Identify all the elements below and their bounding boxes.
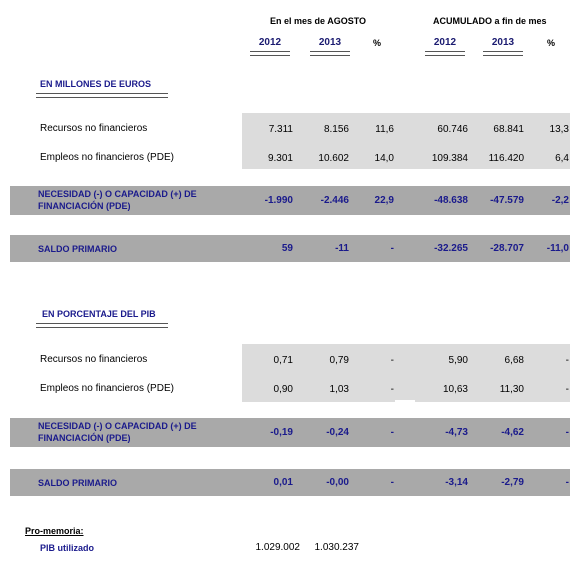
cell-value: 10,63 (442, 384, 468, 395)
section-underline (36, 93, 168, 98)
cell-value: - (565, 384, 569, 395)
section-title-pib: EN PORCENTAJE DEL PIB (42, 309, 156, 319)
band-value: -32.265 (434, 243, 468, 254)
year-underline (310, 51, 350, 56)
year-2013-accum: 2013 (491, 37, 515, 48)
year-2013-month: 2013 (318, 37, 342, 48)
band-value: -48.638 (434, 195, 468, 206)
band-value: -1.990 (264, 195, 293, 206)
band-value: -0,24 (326, 427, 349, 438)
band-value: -2,2 (551, 195, 569, 206)
row-label: Recursos no financieros (40, 354, 148, 365)
cell-value: 13,3 (549, 124, 569, 135)
cell-value: 8.156 (323, 124, 349, 135)
band-value: -11,0 (546, 243, 569, 254)
saldo-label: SALDO PRIMARIO (38, 478, 118, 488)
cell-value: - (390, 355, 394, 366)
pct-month: % (372, 38, 381, 48)
row-label: Empleos no financieros (PDE) (40, 383, 174, 394)
cell-value: 9.301 (267, 153, 293, 164)
cell-value: 6,4 (555, 153, 569, 164)
band-value: -11 (335, 243, 349, 254)
cell-value: 5,90 (448, 355, 468, 366)
band-value: -0,00 (326, 477, 349, 488)
shading-gap (395, 400, 415, 404)
cell-value: 68.841 (493, 124, 524, 135)
cell-value: 0,79 (329, 355, 349, 366)
band-value: 59 (281, 243, 293, 254)
row-label: Empleos no financieros (PDE) (40, 152, 174, 163)
pib-value-2012: 1.029.002 (255, 542, 300, 553)
cell-value: 116.420 (488, 153, 524, 164)
cell-value: - (565, 355, 569, 366)
cell-value: 6,68 (504, 355, 524, 366)
year-2012-month: 2012 (258, 37, 282, 48)
band-value: -2,79 (501, 477, 524, 488)
band-value: -2.446 (320, 195, 349, 206)
pib-utilizado-label: PIB utilizado (40, 543, 94, 553)
pct-accum: % (546, 38, 555, 48)
band-value: -0,19 (270, 427, 293, 438)
cell-value: 11,6 (375, 124, 394, 135)
cell-value: - (390, 384, 394, 395)
band-value: 0,01 (273, 477, 293, 488)
band-value: - (390, 243, 394, 254)
cell-value: 10.602 (318, 153, 349, 164)
band-value: -47.579 (490, 195, 524, 206)
cell-value: 0,90 (273, 384, 293, 395)
year-underline (425, 51, 465, 56)
band-value: - (565, 427, 569, 438)
cell-value: 109.384 (431, 153, 468, 164)
cell-value: 11,30 (499, 384, 524, 395)
band-value: - (390, 477, 394, 488)
necesidad-label: NECESIDAD (-) O CAPACIDAD (+) DE FINANCIACIÓN (PDE) (38, 421, 197, 443)
year-underline (250, 51, 290, 56)
month-header: En el mes de AGOSTO (270, 16, 367, 26)
band-value: 22,9 (374, 195, 394, 206)
pib-value-2013: 1.030.237 (314, 542, 359, 553)
year-underline (483, 51, 523, 56)
promemoria-title: Pro-memoria: (25, 526, 84, 536)
band-value: -28.707 (490, 243, 524, 254)
band-value: - (565, 477, 569, 488)
cell-value: 60.746 (437, 124, 468, 135)
section-title-millones: EN MILLONES DE EUROS (40, 79, 152, 89)
band-value: -3,14 (445, 477, 468, 488)
band-value: - (390, 427, 394, 438)
accum-header: ACUMULADO a fin de mes (433, 16, 547, 26)
cell-value: 0,71 (273, 355, 293, 366)
cell-value: 1,03 (329, 384, 349, 395)
saldo-label: SALDO PRIMARIO (38, 244, 118, 254)
section-underline (36, 323, 168, 328)
band-value: -4,73 (445, 427, 468, 438)
row-label: Recursos no financieros (40, 123, 148, 134)
necesidad-label: NECESIDAD (-) O CAPACIDAD (+) DE FINANCIACIÓN (PDE) (38, 189, 197, 211)
cell-value: 7.311 (268, 124, 293, 135)
year-2012-accum: 2012 (433, 37, 457, 48)
cell-value: 14,0 (374, 153, 394, 164)
band-value: -4,62 (501, 427, 524, 438)
